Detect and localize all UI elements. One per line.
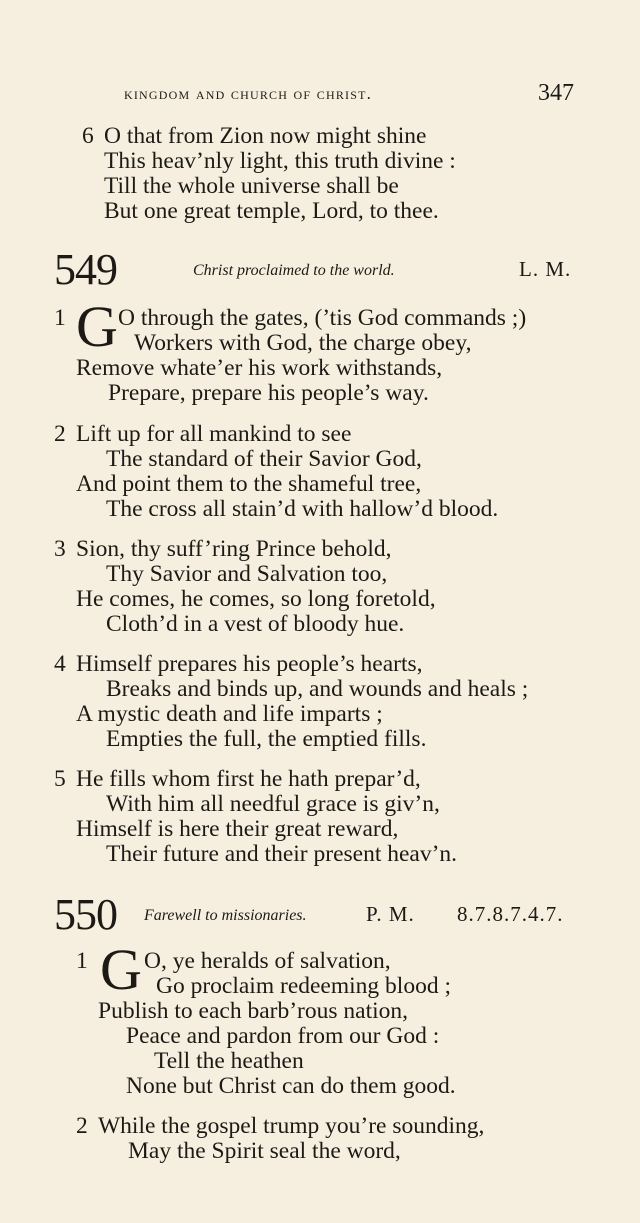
verse-line: A mystic death and life imparts ; <box>76 701 383 727</box>
stanza-number: 1 <box>54 305 66 331</box>
verse-line: While the gospel trump you’re sounding, <box>98 1113 485 1139</box>
verse-line: None but Christ can do them good. <box>126 1073 456 1099</box>
verse-line: Remove whate’er his work withstands, <box>76 355 443 381</box>
verse-line: Publish to each barb’rous nation, <box>98 998 409 1024</box>
hymn-meter: L. M. <box>519 257 572 281</box>
stanza-number: 2 <box>54 421 66 447</box>
stanza-number: 6 <box>82 123 94 149</box>
verse-line: Empties the full, the emptied fills. <box>106 726 427 752</box>
verse-line: O through the gates, (’tis God commands ;) <box>118 305 527 331</box>
verse-line: Workers with God, the charge obey, <box>134 330 472 356</box>
verse-line: He fills whom first he hath prepar’d, <box>76 766 421 792</box>
hymn-meter: P. M. <box>366 902 415 926</box>
stanza-number: 1 <box>76 948 88 974</box>
verse-line: Tell the heathen <box>154 1048 304 1074</box>
verse-line: May the Spirit seal the word, <box>128 1138 401 1164</box>
running-title: kingdom and church of christ. <box>124 84 373 103</box>
meter-pattern: 8.7.8.7.4.7. <box>457 902 564 926</box>
verse-line: Their future and their present heav’n. <box>106 841 458 867</box>
drop-cap: G <box>76 294 118 359</box>
verse-line: O, ye heralds of salvation, <box>144 948 391 974</box>
verse-line: Breaks and binds up, and wounds and heals ; <box>106 676 529 702</box>
verse-line: The cross all stain’d with hallow’d blood. <box>106 496 499 522</box>
verse-line: Peace and pardon from our God : <box>126 1023 440 1049</box>
verse-line: Himself is here their great reward, <box>76 816 399 842</box>
verse-line: But one great temple, Lord, to thee. <box>104 198 439 224</box>
verse-line: The standard of their Savior God, <box>106 446 422 472</box>
hymn-title: Christ proclaimed to the world. <box>193 262 395 279</box>
verse-line: Himself prepares his people’s hearts, <box>76 651 423 677</box>
stanza-number: 4 <box>54 651 66 677</box>
stanza-number: 2 <box>76 1113 88 1139</box>
verse-line: Till the whole universe shall be <box>104 173 399 199</box>
verse-line: He comes, he comes, so long foretold, <box>76 586 436 612</box>
stanza-number: 3 <box>54 536 66 562</box>
verse-line: Lift up for all mankind to see <box>76 421 352 447</box>
verse-line: And point them to the shameful tree, <box>76 471 422 497</box>
hymn-number: 550 <box>54 890 117 939</box>
verse-line: With him all needful grace is giv’n, <box>106 791 440 817</box>
verse-line: This heav’nly light, this truth divine : <box>104 148 456 174</box>
verse-line: O that from Zion now might shine <box>104 123 427 149</box>
hymn-number: 549 <box>54 245 117 294</box>
verse-line: Cloth’d in a vest of bloody hue. <box>106 611 405 637</box>
verse-line: Prepare, prepare his people’s way. <box>108 380 429 406</box>
drop-cap: G <box>100 937 142 1002</box>
verse-line: Thy Savior and Salvation too, <box>106 561 388 587</box>
page-number: 347 <box>538 80 574 106</box>
verse-line: Go proclaim redeeming blood ; <box>156 973 451 999</box>
hymn-title: Farewell to missionaries. <box>144 907 307 924</box>
verse-line: Sion, thy suff’ring Prince behold, <box>76 536 392 562</box>
stanza-number: 5 <box>54 766 66 792</box>
